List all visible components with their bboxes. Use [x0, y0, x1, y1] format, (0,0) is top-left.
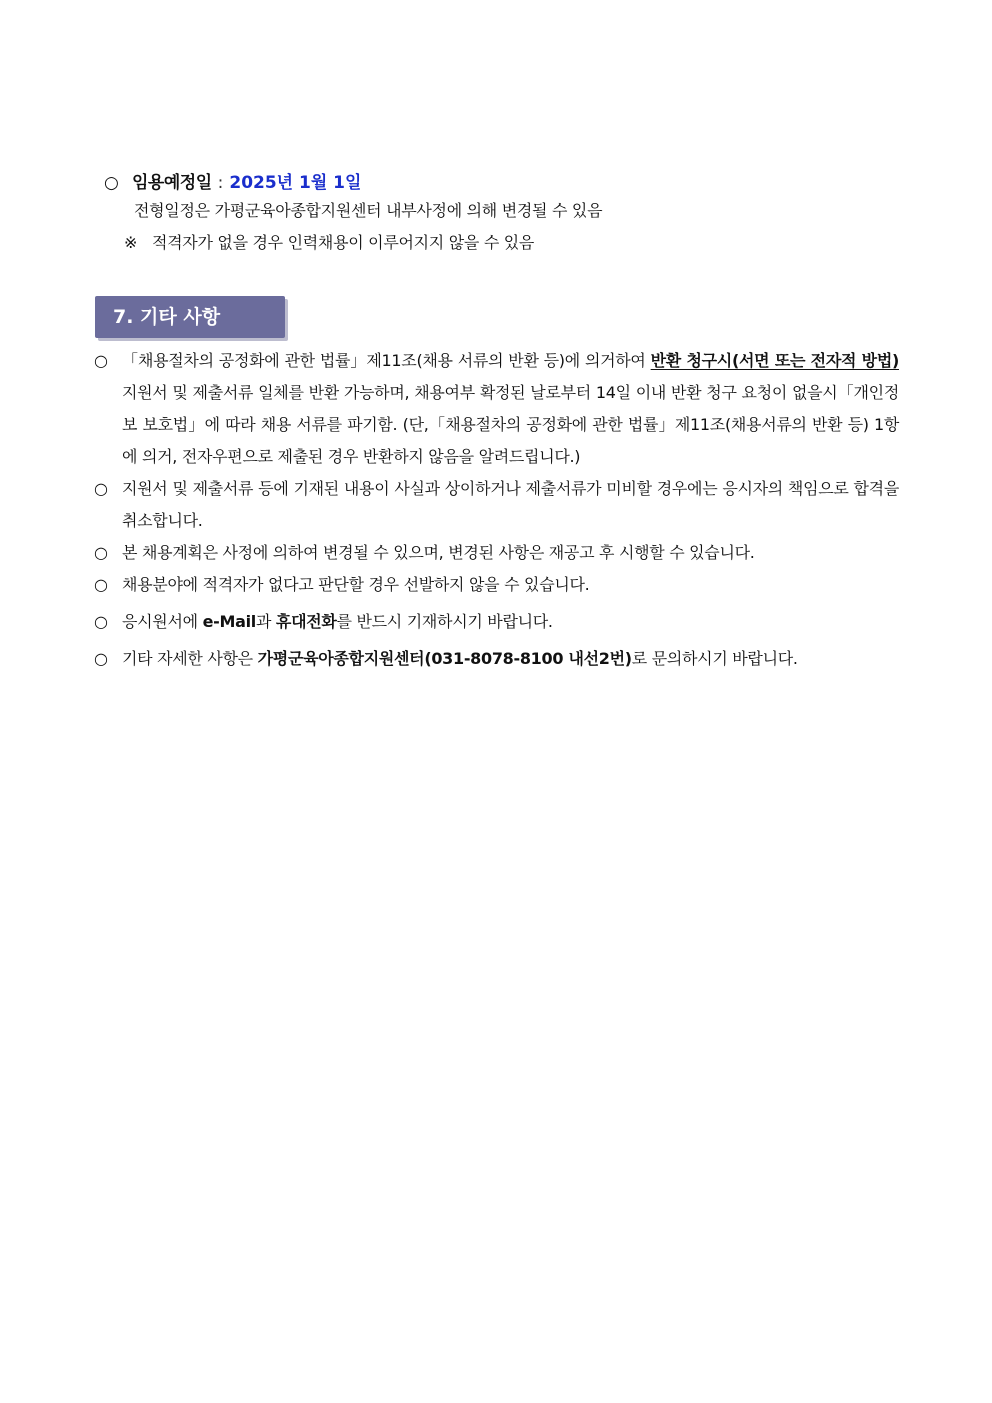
list-item	[94, 345, 899, 473]
item-text: 채용분야에 적격자가 없다고 판단할 경우 선발하지 않을 수 있습니다.	[122, 575, 590, 594]
appointment-date: 2025년 1월 1일	[229, 173, 362, 193]
item-emphasis: 반환 청구시(서면 또는 전자적 방법)	[650, 351, 899, 370]
notice-list	[94, 345, 899, 675]
item-text: 지원서 및 제출서류 일체를 반환 가능하며, 채용여부 확정된 날로부터 14일 이내 반환 청구 요청이 없을시「개인정보 보호법」에 따라 채용 서류를 파기함. (단,「채용절차의 공정화에 관한 법률」제11조(채용서류의 반환 등) 1항에 의거, 전자우편으로 제출된 경우 반환하지 않음을 알려드립니다.)	[122, 383, 899, 466]
item-text: 과	[255, 612, 276, 631]
section-header: 7. 기타 사항	[95, 296, 285, 338]
reference-mark: ※	[124, 233, 138, 252]
bullet-circle: ○	[94, 612, 108, 631]
item-text: 로 문의하시기 바랍니다.	[631, 649, 798, 668]
item-text: 「채용절차의 공정화에 관한 법률」제11조(채용 서류의 반환 등)에 의거하여	[122, 351, 651, 370]
list-item	[94, 537, 899, 569]
item-text: 본 채용계획은 사정에 의하여 변경될 수 있으며, 변경된 사항은 재공고 후 시행할 수 있습니다.	[122, 543, 755, 562]
appointment-date-line	[104, 172, 361, 194]
bullet-circle: ○	[104, 173, 119, 193]
schedule-note: 전형일정은 가평군육아종합지원센터 내부사정에 의해 변경될 수 있음	[134, 201, 603, 220]
list-item	[94, 606, 899, 638]
item-text: 지원서 및 제출서류 등에 기재된 내용이 사실과 상이하거나 제출서류가 미비할 경우에는 응시자의 책임으로 합격을 취소합니다.	[122, 479, 899, 530]
appointment-colon: :	[217, 173, 224, 193]
contact-emphasis: 가평군육아종합지원센터(031-8078-8100 내선2번)	[257, 649, 632, 668]
appointment-label: 임용예정일	[132, 173, 212, 193]
bullet-circle: ○	[94, 351, 108, 370]
no-candidate-note	[124, 232, 534, 254]
list-item	[94, 569, 899, 601]
bullet-circle: ○	[94, 543, 108, 562]
no-candidate-text: 적격자가 없을 경우 인력채용이 이루어지지 않을 수 있음	[152, 233, 535, 252]
item-text: 를 반드시 기재하시기 바랍니다.	[336, 612, 553, 631]
bullet-circle: ○	[94, 479, 108, 498]
phone-emphasis: 휴대전화	[275, 612, 337, 631]
item-text: 응시원서에	[122, 612, 203, 631]
email-emphasis: e-Mail	[202, 612, 256, 631]
bullet-circle: ○	[94, 649, 108, 668]
bullet-circle: ○	[94, 575, 108, 594]
list-item	[94, 643, 899, 675]
list-item	[94, 473, 899, 537]
item-text: 기타 자세한 사항은	[122, 649, 258, 668]
